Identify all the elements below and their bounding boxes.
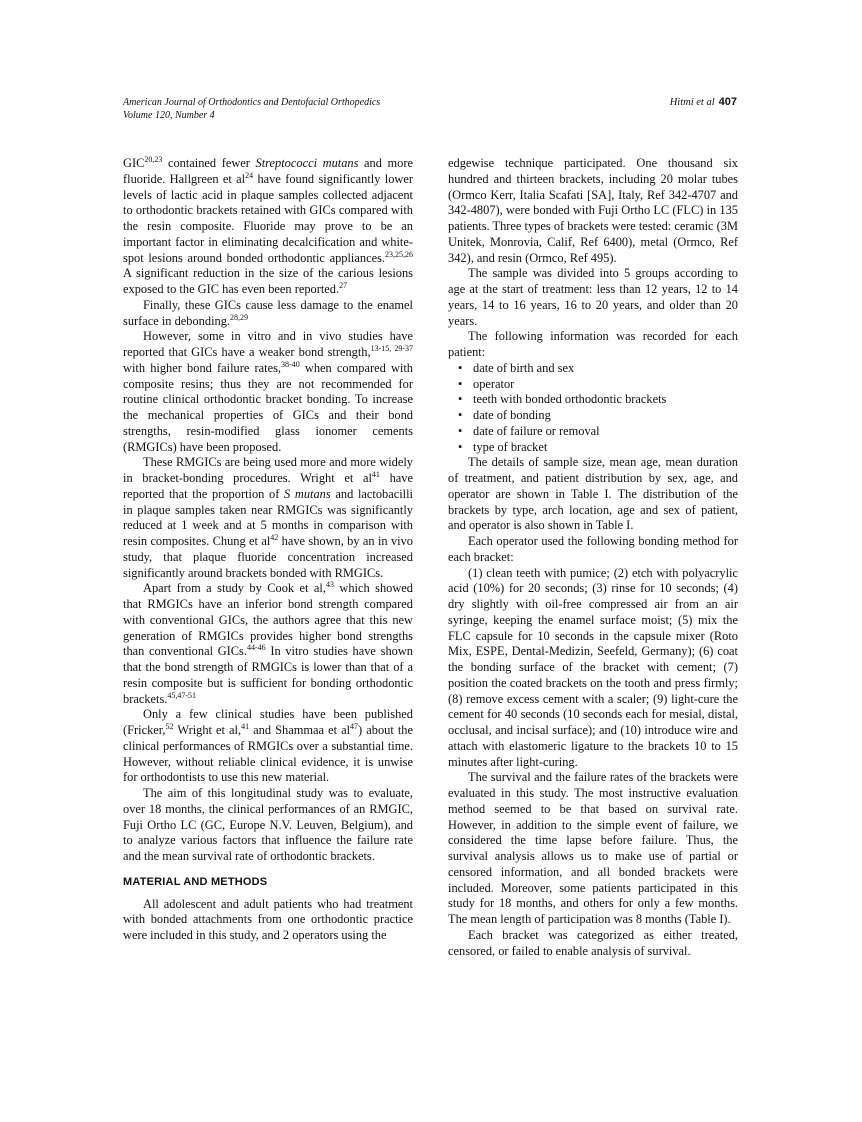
text-run: The sample was divided into 5 groups according to age at the start of treatment: less than 12 years, 12 to 14 years, 14 to 16 years, 16 to 20 years, and older than 20 years.	[448, 266, 738, 328]
right-column	[448, 156, 738, 959]
journal-volume: Volume 120, Number 4	[123, 110, 215, 121]
citation-superscript: 52	[165, 722, 174, 731]
text-run: have found significantly lower levels of lactic acid in plaque samples collected adjacent to orthodontic brackets retained with GICs compared with the resin composite. Fluoride may prove to be an important factor in eliminating decalcification and white-spot lesions around bonded orthodontic appliances.	[123, 171, 413, 265]
text-run: and lactobacilli in plaque samples taken near RMGICs was significantly reduced at 1 week and at 5 months in comparison with resin composites. Chung et al	[123, 486, 413, 548]
paragraph	[123, 581, 413, 707]
text-run: The aim of this longitudinal study was to evaluate, over 18 months, the clinical performances of an RMGIC, Fuji Ortho LC (GC, Europe N.V. Leuven, Belgium), and to analyze various factors that influence the failure rate and the mean survival rate of orthodontic brackets.	[123, 786, 413, 863]
section-heading: MATERIAL AND METHODS	[123, 875, 268, 888]
paragraph	[448, 329, 738, 361]
paragraph	[448, 770, 738, 928]
paragraph	[448, 266, 738, 329]
citation-superscript: 43	[325, 580, 334, 590]
text-run: contained fewer	[162, 156, 256, 170]
text-run: A significant reduction in the size of the carious lesions exposed to the GIC has even been reported.	[123, 266, 413, 296]
text-run: edgewise technique participated. One thousand six hundred and thirteen brackets, including 20 molar tubes (Ormco Kerr, Italia Scafati [SA], Italy, Ref 342-4707 and 342-4807), were bonded with Fuji Ortho LC (FLC) in 135 patients. Three types of brackets were tested: ceramic (3M Unitek, Monrovia, Calif, Ref 6400), metal (Ormco, Ref 342), and resin (Ormco, Ref 495).	[448, 156, 738, 265]
paragraph	[123, 897, 413, 944]
text-run: and Shammaa et al	[249, 723, 351, 737]
citation-superscript: 20,23	[144, 155, 163, 164]
authors: Hitmi et al	[669, 97, 715, 108]
text-run: Each bracket was categorized as either treated, censored, or failed to enable analysis of survival.	[448, 927, 738, 958]
paragraph	[448, 566, 738, 771]
paragraph	[448, 455, 738, 534]
citation-superscript: 45,47-51	[167, 690, 197, 700]
paragraph	[123, 298, 413, 330]
paragraph	[123, 329, 413, 455]
text-run: The following information was recorded for each patient:	[448, 329, 738, 359]
left-paragraphs-after	[123, 897, 413, 944]
citation-superscript: 42	[270, 533, 279, 542]
list-item: • operator	[458, 377, 738, 393]
text-run: Wright et al,	[173, 723, 242, 737]
text-run: Each operator used the following bonding method for each bracket:	[448, 534, 738, 564]
citation-superscript: 41	[371, 470, 380, 479]
running-header-page	[670, 96, 737, 108]
right-paragraphs-after	[448, 455, 738, 959]
list-item: • type of bracket	[458, 440, 738, 456]
paragraph	[123, 455, 413, 581]
paragraph	[448, 156, 738, 266]
paragraph	[123, 786, 413, 865]
citation-superscript: 41	[241, 722, 250, 731]
page-number: 407	[718, 96, 737, 108]
text-run: when compared with composite resins; thus they are not recommended for routine clinical orthodontic bracket bonding. To increase the mechanical properties of GICs and their bond strengths, resin-modified glass ionomer cements (RMGICs) have been proposed.	[123, 360, 413, 454]
citation-superscript: 28,29	[230, 312, 249, 322]
italic-term: Streptococci mutans	[255, 156, 359, 170]
list-item: • date of bonding	[458, 408, 738, 424]
text-run: which showed that RMGICs have an inferior bond strength compared with conventional GICs, the authors agree that this new generation of RMGICs provides higher bond strengths than conventional GICs.	[123, 581, 413, 659]
text-run: GIC	[123, 156, 145, 170]
citation-superscript: 27	[339, 281, 348, 290]
left-paragraphs	[123, 156, 413, 865]
text-run: ) about the clinical performances of RMGICs over a substantial time. However, without reliable clinical evidence, it is unwise for orthodontists to use this new material.	[123, 723, 413, 785]
text-run: have shown, by an in vivo study, that plaque fluoride concentration increased significantly around brackets bonded with RMGICs.	[123, 534, 413, 580]
citation-superscript: 44-46	[246, 643, 266, 653]
text-run: The details of sample size, mean age, mean duration of treatment, and patient distribution by sex, age, and operator are shown in Table I. The distribution of the brackets by type, arch location, age and sex of patient, and operator is also shown in Table I.	[448, 455, 738, 533]
text-run: and more fluoride. Hallgreen et al	[123, 156, 414, 186]
text-run: (1) clean teeth with pumice; (2) etch with polyacrylic acid (10%) for 20 seconds; (3) rinse for 10 seconds; (4) dry slightly with oil-free compressed air from an air syringe, keeping the enamel surface moist; (5) mix the FLC capsule for 10 seconds in the capsule mixer (Roto Mix, ESPE, Dental-Medizin, Seefeld, Germany); (6) coat the bonding surface of the bracket with cement; (7) position the coated brackets on the tooth and press firmly; (8) remove excess cement with a scaler; (9) light-cure the cement for 40 seconds (10 seconds each for mesial, distal, occlusal, and incisal surface); and (10) introduce wire and attach with elastomeric ligature to the brackets 10 to 15 minutes after light-curing.	[448, 565, 738, 769]
italic-term: S mutans	[284, 486, 331, 501]
list-item: • teeth with bonded orthodontic brackets	[458, 392, 738, 408]
paragraph	[123, 707, 413, 786]
text-run: have reported that the proportion of	[123, 471, 413, 501]
paragraph	[448, 534, 738, 566]
list-item: • date of failure or removal	[458, 424, 738, 440]
journal-title: American Journal of Orthodontics and Dentofacial Orthopedics	[123, 97, 381, 108]
text-run: These RMGICs are being used more and more widely in bracket-bonding procedures. Wright et al	[123, 455, 413, 485]
text-run: Only a few clinical studies have been published (Fricker,	[123, 707, 413, 737]
text-run: with higher bond failure rates,	[123, 360, 282, 375]
citation-superscript: 24	[245, 170, 254, 180]
left-column	[123, 156, 413, 944]
citation-superscript: 13-15, 29-37	[370, 344, 413, 353]
citation-superscript: 38-40	[281, 359, 300, 369]
citation-superscript: 47	[350, 722, 359, 731]
right-paragraphs	[448, 156, 738, 361]
text-run: The survival and the failure rates of the brackets were evaluated in this study. The most instructive evaluation method seemed to be that based on survival rate. However, in addition to the simple event of failure, we considered the time lapse before failure. Thus, the survival analysis allows us to make use of partial or censored information, and all bonded brackets were included. Moreover, some patients participated in this study for 18 months, and others for only a few months. The mean length of participation was 8 months (Table I).	[448, 770, 738, 926]
text-run: Apart from a study by Cook et al,	[143, 581, 326, 596]
running-header-journal	[123, 96, 380, 122]
paragraph	[448, 928, 738, 960]
text-run: However, some in vitro and in vivo studies have reported that GICs have a weaker bond strength,	[123, 329, 413, 359]
text-run: In vitro studies have shown that the bond strength of RMGICs is lower than that of a resin composite but is sufficient for bonding orthodontic brackets.	[123, 644, 413, 706]
list-item: • date of birth and sex	[458, 361, 738, 377]
text-run: All adolescent and adult patients who had treatment with bonded attachments from one orthodontic practice were included in this study, and 2 operators using the	[123, 896, 413, 942]
text-run: Finally, these GICs cause less damage to the enamel surface in debonding.	[123, 297, 413, 328]
citation-superscript: 23,25,26	[385, 249, 413, 259]
recorded-info-list	[448, 361, 738, 456]
paragraph	[123, 156, 413, 298]
